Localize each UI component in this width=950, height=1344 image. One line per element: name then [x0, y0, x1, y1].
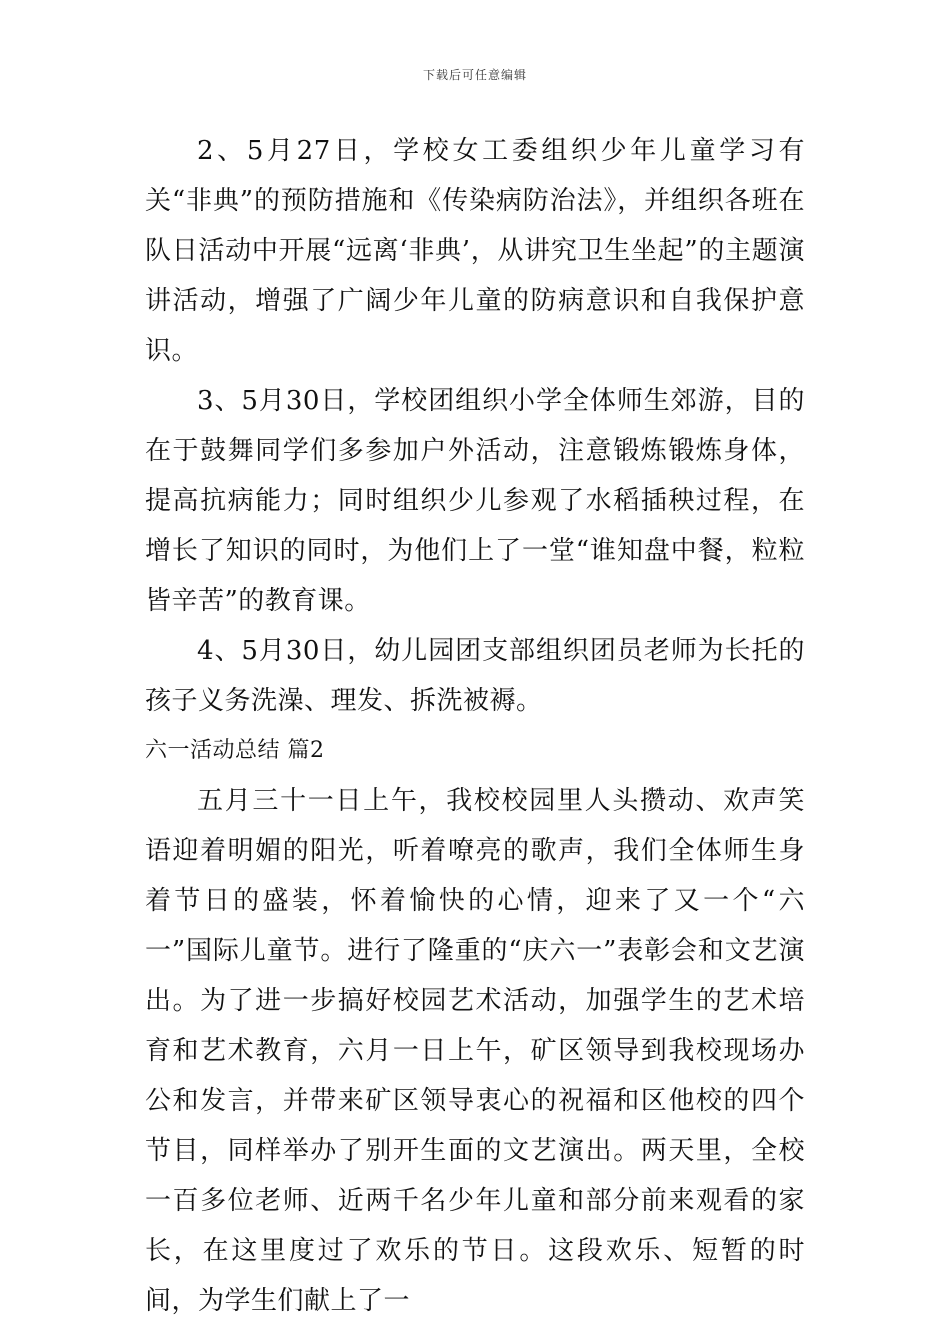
paragraph-item-2: 2、5月27日，学校女工委组织少年儿童学习有关“非典”的预防措施和《传染病防治法》，并组织各班在队日活动中开展“远离‘非典’，从讲究卫生坐起”的主题演讲活动，增强了广阔少年儿童的防病意识和自我保护意识。: [145, 136, 805, 366]
page-header: 下载后可任意编辑: [422, 68, 527, 82]
document-body: [145, 126, 805, 1326]
paragraph-item-3: 3、5月30日，学校团组织小学全体师生郊游，目的在于鼓舞同学们多参加户外活动，注意锻炼锻炼身体，提高抗病能力；同时组织少儿参观了水稻插秧过程，在增长了知识的同时，为他们上了一堂“谁知盘中餐，粒粒皆辛苦”的教育课。: [145, 386, 805, 616]
section-heading: 六一活动总结 篇2: [145, 738, 325, 763]
section-paragraph: 五月三十一日上午，我校校园里人头攒动、欢声笑语迎着明媚的阳光，听着嘹亮的歌声，我们全体师生身着节日的盛装，怀着愉快的心情，迎来了又一个“六一”国际儿童节。进行了隆重的“庆六一”表彰会和文艺演出。为了进一步搞好校园艺术活动，加强学生的艺术培育和艺术教育，六月一日上午，矿区领导到我校现场办公和发言，并带来矿区领导衷心的祝福和区他校的四个节目，同样举办了别开生面的文艺演出。两天里，全校一百多位老师、近两千名少年儿童和部分前来观看的家长，在这里度过了欢乐的节日。这段欢乐、短暂的时间，为学生们献上了一: [145, 786, 805, 1316]
paragraph-item-4: 4、5月30日，幼儿园团支部组织团员老师为长托的孩子义务洗澡、理发、拆洗被褥。: [145, 636, 805, 716]
